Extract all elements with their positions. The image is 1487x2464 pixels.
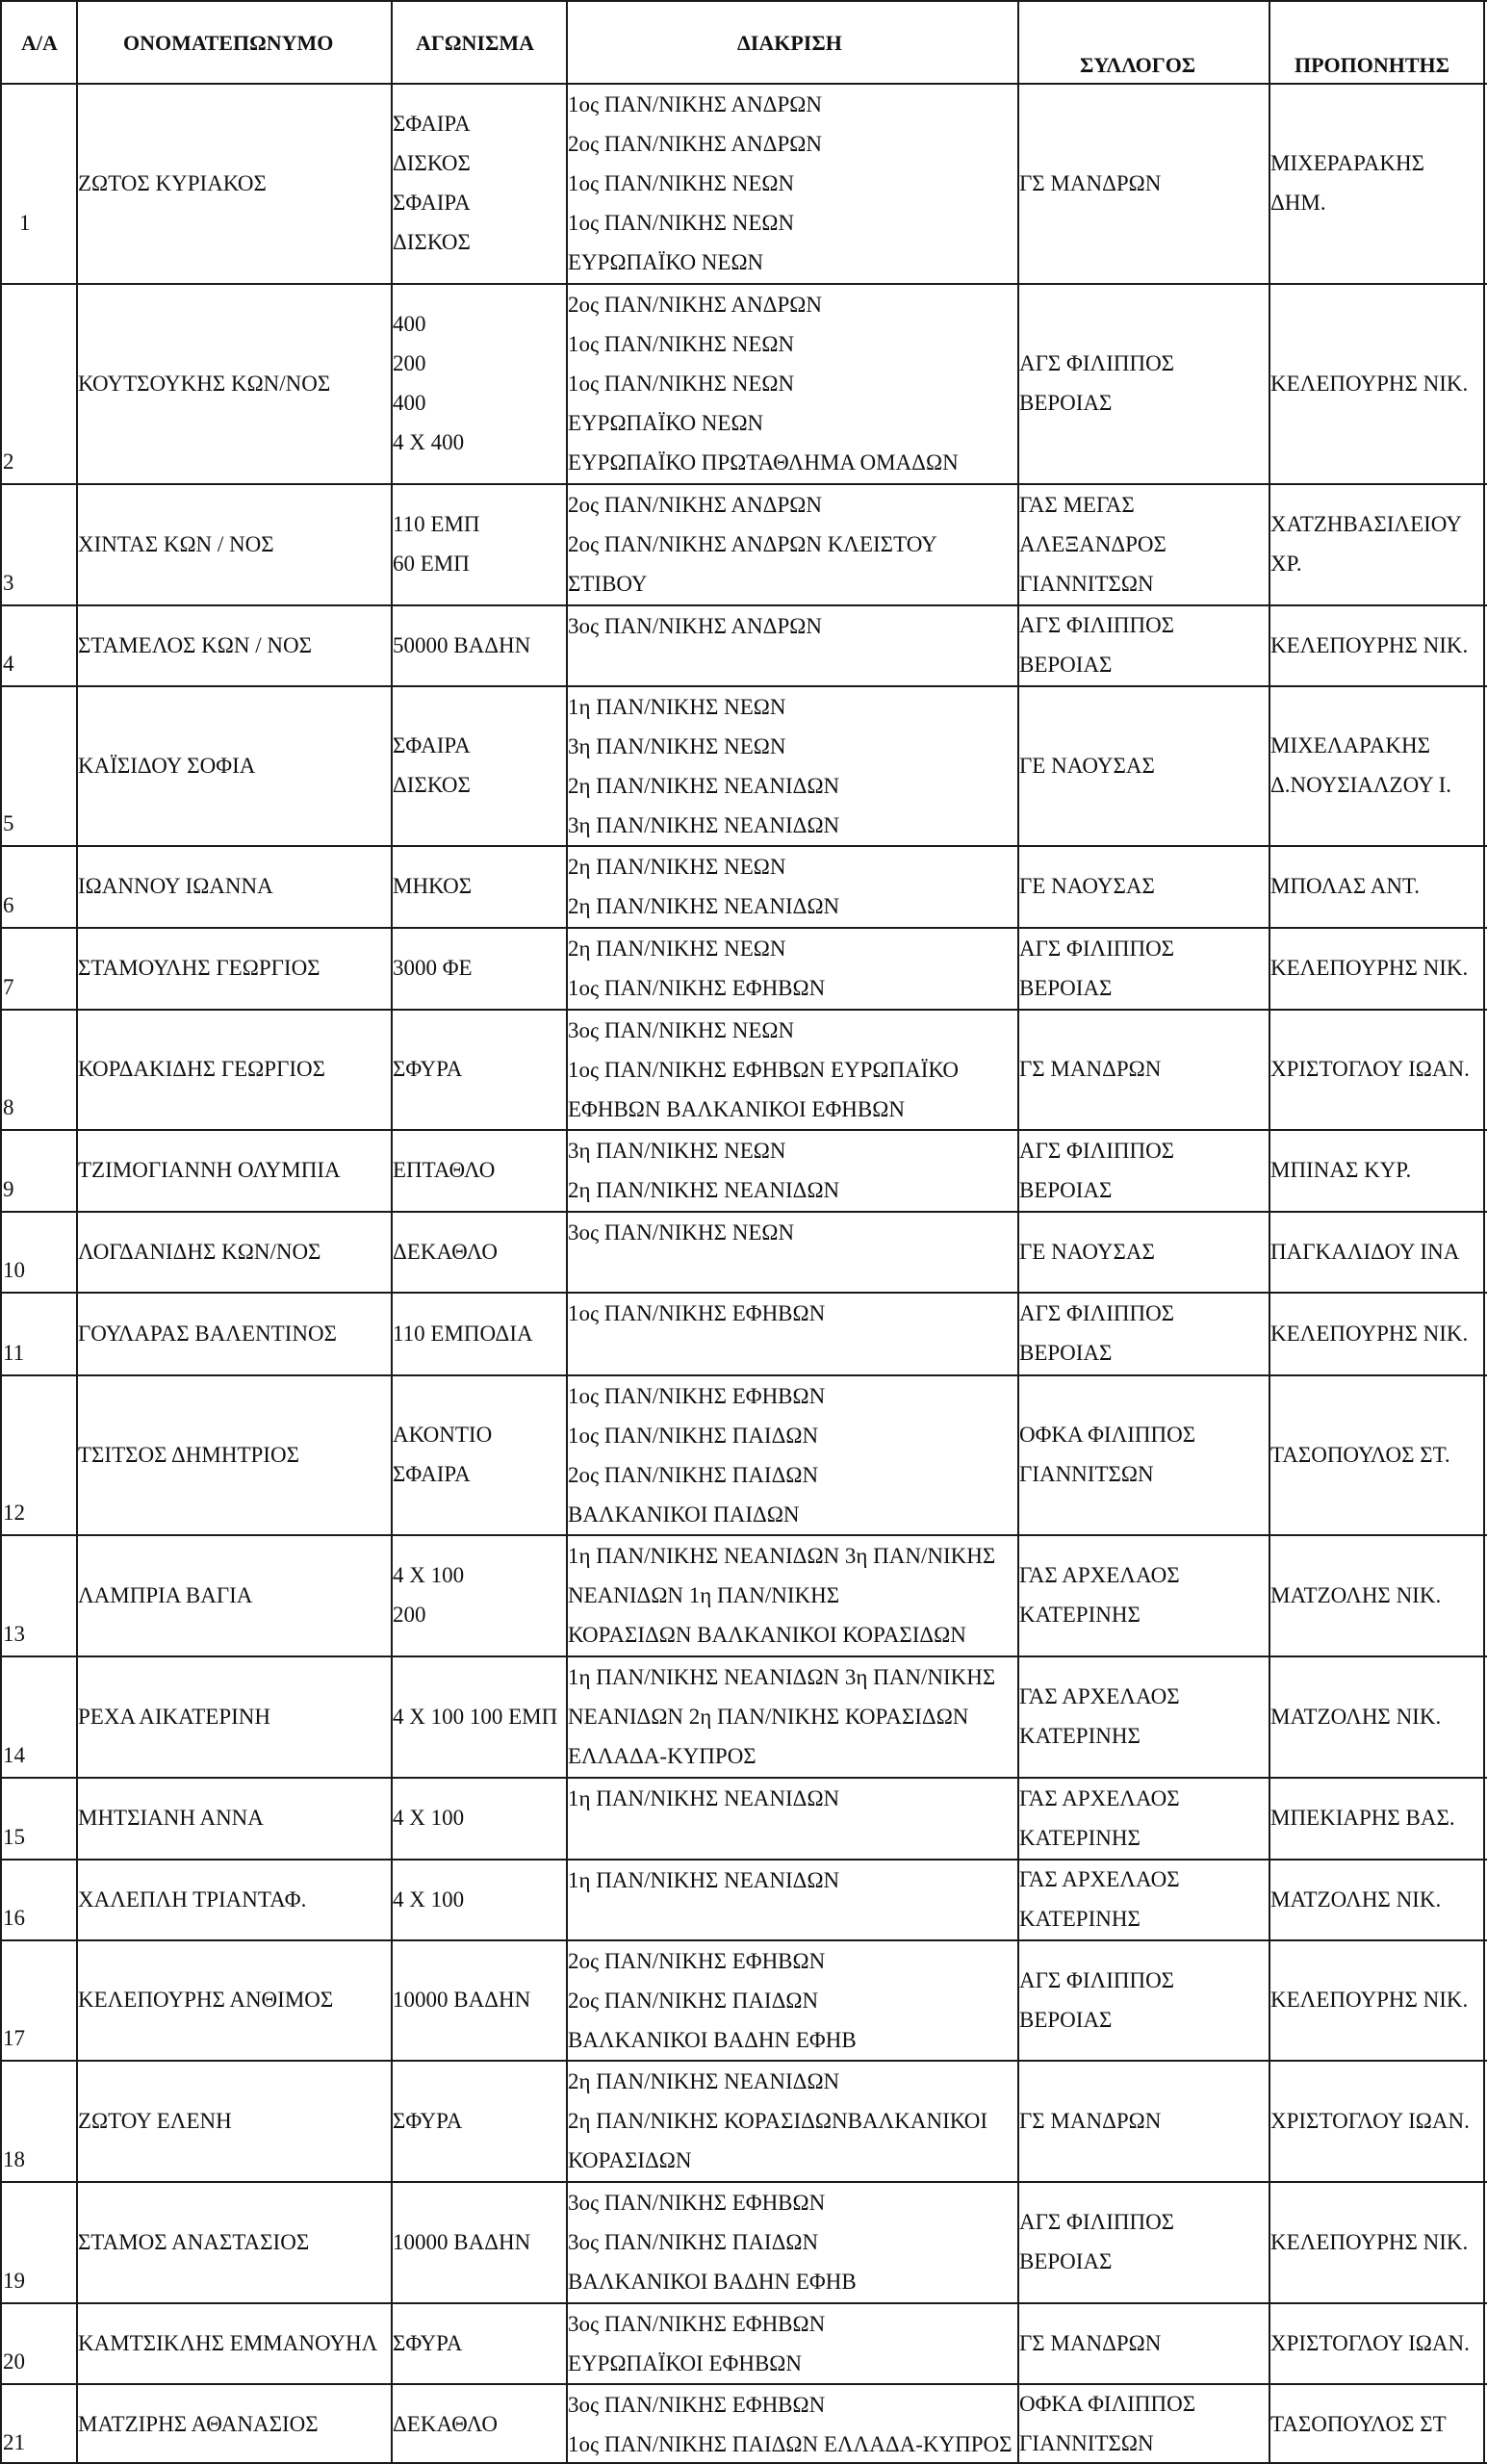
distinction-cell-line: ΕΥΡΩΠΑΪΚΟ ΠΡΩΤΑΘΛΗΜΑ ΟΜΑΔΩΝ bbox=[568, 450, 959, 475]
coach-cell bbox=[1270, 2323, 1470, 2363]
distinction-cell-line: 2ος ΠΑΝ/ΝΙΚΗΣ ΑΝΔΡΩΝ bbox=[568, 293, 822, 317]
club-cell-line: ΒΕΡΟΙΑΣ bbox=[1019, 2008, 1113, 2032]
distinction-cell-line: 2η ΠΑΝ/ΝΙΚΗΣ ΝΕΑΝΙΔΩΝ bbox=[568, 774, 840, 798]
coach-cell-line: ΜΙΧΕΛΑΡΑΚΗΣ bbox=[1270, 733, 1430, 757]
athlete-name: ΛΟΓΔΑΝΙΔΗΣ ΚΩΝ/ΝΟΣ bbox=[78, 1240, 321, 1264]
coach-cell-line: ΚΕΛΕΠΟΥΡΗΣ ΝΙΚ. bbox=[1270, 1988, 1469, 2012]
coach-cell bbox=[1270, 726, 1451, 805]
row-number: 9 bbox=[3, 1177, 14, 1201]
athlete-name: ΜΑΤΖΙΡΗΣ ΑΘΑΝΑΣΙΟΣ bbox=[78, 2412, 319, 2436]
club-cell bbox=[1019, 2101, 1161, 2141]
athlete-name: ΜΗΤΣΙΑΝΗ ΑΝΝΑ bbox=[78, 1806, 264, 1830]
event-cell bbox=[393, 104, 471, 262]
event-cell-line: 110 ΕΜΠΟΔΙΑ bbox=[393, 1322, 533, 1346]
distinction-cell-line: 1ος ΠΑΝ/ΝΙΚΗΣ ΕΦΗΒΩΝ bbox=[568, 976, 826, 1000]
event-cell bbox=[393, 1980, 530, 2019]
event-cell bbox=[393, 1314, 533, 1353]
coach-cell-line: ΔΗΜ. bbox=[1270, 191, 1326, 215]
athlete-name: ΚΑΪΣΙΔΟΥ ΣΟΦΙΑ bbox=[78, 754, 256, 778]
club-cell bbox=[1019, 1232, 1155, 1271]
athlete-name: ΤΣΙΤΣΟΣ ΔΗΜΗΤΡΙΟΣ bbox=[78, 1443, 299, 1467]
athlete-name: ΡΕΧΑ ΑΙΚΑΤΕΡΙΝΗ bbox=[78, 1705, 271, 1729]
distinction-cell bbox=[568, 285, 959, 482]
club-cell-line: ΓΑΣ ΜΕΓΑΣ bbox=[1019, 493, 1135, 517]
distinction-cell-line: 1ος ΠΑΝ/ΝΙΚΗΣ ΕΦΗΒΩΝ bbox=[568, 1384, 826, 1408]
event-cell bbox=[393, 1697, 557, 1736]
row-number: 3 bbox=[3, 571, 14, 595]
club-cell-line: ΓΙΑΝΝΙΤΣΩΝ bbox=[1019, 1462, 1154, 1486]
event-cell bbox=[393, 1798, 464, 1837]
athlete-name: ΛΑΜΠΡΙΑ ΒΑΓΙΑ bbox=[78, 1583, 253, 1607]
event-cell-line: ΔΕΚΑΘΛΟ bbox=[393, 1240, 498, 1264]
distinction-cell-line: ΚΟΡΑΣΙΔΩΝ ΒΑΛΚΑΝΙΚΟΙ ΚΟΡΑΣΙΔΩΝ bbox=[568, 1623, 966, 1647]
coach-cell bbox=[1270, 364, 1468, 403]
coach-cell bbox=[1270, 1880, 1441, 1919]
event-cell bbox=[393, 1049, 462, 1089]
athlete-name: ΖΩΤΟΣ ΚΥΡΙΑΚΟΣ bbox=[78, 171, 267, 195]
distinction-cell-line: 1ος ΠΑΝ/ΝΙΚΗΣ ΕΦΗΒΩΝ bbox=[568, 1301, 826, 1325]
distinction-cell-line: 3ος ΠΑΝ/ΝΙΚΗΣ ΕΦΗΒΩΝ bbox=[568, 2312, 826, 2336]
distinction-cell-line: 2η ΠΑΝ/ΝΙΚΗΣ ΝΕΩΝ bbox=[568, 937, 786, 961]
distinction-cell-line: 1η ΠΑΝ/ΝΙΚΗΣ ΝΕΩΝ bbox=[568, 695, 786, 719]
club-cell-line: ΓΑΣ ΑΡΧΕΛΑΟΣ bbox=[1019, 1867, 1180, 1891]
row-number: 18 bbox=[3, 2147, 25, 2171]
club-cell-line: ΑΓΣ ΦΙΛΙΠΠΟΣ bbox=[1019, 2210, 1175, 2234]
grid-row-line bbox=[0, 0, 1487, 2]
club-cell-line: ΑΓΣ ΦΙΛΙΠΠΟΣ bbox=[1019, 351, 1175, 375]
club-cell bbox=[1019, 929, 1174, 1008]
distinction-cell-line: 3η ΠΑΝ/ΝΙΚΗΣ ΝΕΩΝ bbox=[568, 1139, 786, 1163]
coach-cell bbox=[1270, 2101, 1470, 2141]
club-cell-line: ΚΑΤΕΡΙΝΗΣ bbox=[1019, 1826, 1141, 1850]
distinction-cell-line: 2η ΠΑΝ/ΝΙΚΗΣ ΚΟΡΑΣΙΔΩΝΒΑΛΚΑΝΙΚΟΙ bbox=[568, 2109, 988, 2133]
club-cell bbox=[1019, 2202, 1174, 2281]
coach-cell-line: ΚΕΛΕΠΟΥΡΗΣ ΝΙΚ. bbox=[1270, 2230, 1469, 2254]
distinction-cell bbox=[568, 85, 822, 282]
club-cell-line: ΓΑΣ ΑΡΧΕΛΑΟΣ bbox=[1019, 1684, 1180, 1708]
row-number: 10 bbox=[3, 1258, 25, 1282]
event-cell-line: 4 Χ 100 bbox=[393, 1563, 465, 1587]
club-cell bbox=[1019, 164, 1161, 203]
distinction-cell bbox=[568, 2304, 825, 2383]
club-cell-line: ΒΕΡΟΙΑΣ bbox=[1019, 1341, 1113, 1365]
coach-cell-line: ΧΡ. bbox=[1270, 552, 1302, 576]
event-cell-line: ΣΦΑΙΡΑ bbox=[393, 733, 471, 757]
event-cell-line: ΣΦΑΙΡΑ bbox=[393, 112, 471, 136]
coach-cell bbox=[1270, 143, 1424, 222]
event-cell bbox=[393, 726, 471, 805]
distinction-cell bbox=[568, 2385, 1013, 2464]
coach-cell-line: ΜΠΕΚΙΑΡΗΣ ΒΑΣ. bbox=[1270, 1806, 1455, 1830]
club-cell-line: ΒΕΡΟΙΑΣ bbox=[1019, 976, 1113, 1000]
coach-cell-line: ΜΑΤΖΟΛΗΣ ΝΙΚ. bbox=[1270, 1887, 1442, 1912]
distinction-cell-line: ΝΕΑΝΙΔΩΝ 1η ΠΑΝ/ΝΙΚΗΣ bbox=[568, 1583, 840, 1607]
distinction-cell-line: ΕΛΛΑΔΑ-ΚΥΠΡΟΣ bbox=[568, 1744, 756, 1768]
distinction-cell-line: ΣΤΙΒΟΥ bbox=[568, 572, 648, 596]
row-number: 11 bbox=[3, 1341, 25, 1365]
club-cell-line: ΒΕΡΟΙΑΣ bbox=[1019, 653, 1113, 677]
coach-cell bbox=[1270, 866, 1420, 906]
coach-cell-line: ΜΠΟΛΑΣ ΑΝΤ. bbox=[1270, 874, 1421, 898]
coach-cell bbox=[1270, 1150, 1411, 1190]
event-cell-line: 400 bbox=[393, 391, 426, 415]
event-cell-line: ΔΕΚΑΘΛΟ bbox=[393, 2412, 498, 2436]
row-number: 4 bbox=[3, 652, 14, 676]
event-cell bbox=[393, 626, 530, 665]
athlete-name: ΚΑΜΤΣΙΚΛΗΣ ΕΜΜΑΝΟΥΗΛ bbox=[78, 2331, 378, 2355]
event-cell-line: 10000 ΒΑΔΗΝ bbox=[393, 2230, 531, 2254]
club-cell-line: ΚΑΤΕΡΙΝΗΣ bbox=[1019, 1603, 1141, 1627]
distinction-cell bbox=[568, 1131, 839, 1210]
club-cell-line: ΓΙΑΝΝΙΤΣΩΝ bbox=[1019, 572, 1154, 596]
club-cell bbox=[1019, 2384, 1195, 2463]
grid-column-line bbox=[1483, 0, 1485, 2464]
club-cell bbox=[1019, 605, 1174, 684]
distinction-cell bbox=[568, 847, 839, 926]
coach-cell-line: ΧΡΙΣΤΟΓΛΟΥ ΙΩΑΝ. bbox=[1270, 1057, 1470, 1081]
distinction-cell bbox=[568, 1657, 995, 1776]
event-cell-line: ΣΦΥΡΑ bbox=[393, 2109, 463, 2133]
event-cell-line: ΕΠΤΑΘΛΟ bbox=[393, 1158, 496, 1182]
distinction-cell-line: 3ος ΠΑΝ/ΝΙΚΗΣ ΝΕΩΝ bbox=[568, 1018, 795, 1042]
distinction-cell-line: 1ος ΠΑΝ/ΝΙΚΗΣ ΝΕΩΝ bbox=[568, 211, 795, 235]
club-cell bbox=[1019, 1555, 1180, 1634]
row-number: 7 bbox=[3, 975, 14, 999]
row-number: 2 bbox=[3, 449, 14, 474]
distinction-cell-line: ΕΥΡΩΠΑΪΚΟΙ ΕΦΗΒΩΝ bbox=[568, 2351, 802, 2375]
row-number: 17 bbox=[3, 2026, 25, 2050]
coach-cell-line: ΧΡΙΣΤΟΓΛΟΥ ΙΩΑΝ. bbox=[1270, 2331, 1470, 2355]
athlete-name: ΣΤΑΜΟΥΛΗΣ ΓΕΩΡΓΙΟΣ bbox=[78, 956, 320, 980]
club-cell bbox=[1019, 1294, 1174, 1373]
club-cell bbox=[1019, 1860, 1180, 1938]
row-number: 21 bbox=[3, 2430, 25, 2454]
event-cell bbox=[393, 866, 472, 906]
club-cell-line: ΑΓΣ ΦΙΛΙΠΠΟΣ bbox=[1019, 937, 1175, 961]
grid-column-line bbox=[0, 0, 2, 2464]
event-cell-line: 4 Χ 400 bbox=[393, 430, 465, 454]
club-cell bbox=[1019, 1049, 1161, 1089]
distinction-cell bbox=[568, 2183, 857, 2301]
coach-cell-line: ΚΕΛΕΠΟΥΡΗΣ ΝΙΚ. bbox=[1270, 633, 1469, 657]
event-cell-line: ΔΙΣΚΟΣ bbox=[393, 151, 471, 175]
club-cell-line: ΓΕ ΝΑΟΥΣΑΣ bbox=[1019, 754, 1155, 778]
coach-cell-line: ΧΡΙΣΤΟΓΛΟΥ ΙΩΑΝ. bbox=[1270, 2109, 1470, 2133]
event-cell bbox=[393, 1232, 498, 1271]
distinction-cell-line: 1ος ΠΑΝ/ΝΙΚΗΣ ΕΦΗΒΩΝ ΕΥΡΩΠΑΪΚΟ bbox=[568, 1058, 960, 1082]
event-cell-line: 200 bbox=[393, 351, 426, 375]
club-cell-line: ΓΣ ΜΑΝΔΡΩΝ bbox=[1019, 2109, 1162, 2133]
coach-cell bbox=[1270, 2404, 1447, 2444]
club-cell-line: ΚΑΤΕΡΙΝΗΣ bbox=[1019, 1907, 1141, 1931]
club-cell bbox=[1019, 746, 1155, 785]
coach-cell-line: ΠΑΓΚΑΛΙΔΟΥ ΙΝΑ bbox=[1270, 1240, 1460, 1264]
coach-cell bbox=[1270, 1232, 1459, 1271]
coach-cell-line: ΚΕΛΕΠΟΥΡΗΣ ΝΙΚ. bbox=[1270, 1322, 1469, 1346]
club-cell-line: ΓΣ ΜΑΝΔΡΩΝ bbox=[1019, 171, 1162, 195]
distinction-cell bbox=[568, 929, 825, 1008]
athlete-name: ΤΖΙΜΟΓΙΑΝΝΗ ΟΛΥΜΠΙΑ bbox=[78, 1158, 341, 1182]
event-cell bbox=[393, 504, 480, 583]
row-number: 5 bbox=[3, 811, 14, 835]
event-cell-line: 400 bbox=[393, 312, 426, 336]
club-cell bbox=[1019, 1779, 1180, 1858]
header-event: ΑΓΩΝΙΣΜΑ bbox=[416, 31, 534, 55]
coach-cell-line: Δ.ΝΟΥΣΙΑΛΖΟΥ Ι. bbox=[1270, 773, 1451, 797]
club-cell bbox=[1019, 1677, 1180, 1756]
coach-cell bbox=[1270, 1697, 1441, 1736]
event-cell-line: ΑΚΟΝΤΙΟ bbox=[393, 1423, 493, 1447]
athlete-name: ΧΙΝΤΑΣ ΚΩΝ / ΝΟΣ bbox=[78, 532, 274, 556]
event-cell-line: ΜΗΚΟΣ bbox=[393, 874, 473, 898]
coach-cell bbox=[1270, 948, 1468, 988]
distinction-cell-line: 1ος ΠΑΝ/ΝΙΚΗΣ ΝΕΩΝ bbox=[568, 332, 795, 356]
distinction-cell bbox=[568, 606, 822, 646]
event-cell bbox=[393, 1880, 464, 1919]
event-cell-line: ΔΙΣΚΟΣ bbox=[393, 230, 471, 254]
distinction-cell bbox=[568, 2062, 987, 2180]
event-cell bbox=[393, 1555, 464, 1634]
distinction-cell-line: 2ος ΠΑΝ/ΝΙΚΗΣ ΑΝΔΡΩΝ bbox=[568, 132, 822, 156]
distinction-cell-line: 1η ΠΑΝ/ΝΙΚΗΣ ΝΕΑΝΙΔΩΝ 3η ΠΑΝ/ΝΙΚΗΣ bbox=[568, 1665, 996, 1689]
distinction-cell-line: ΒΑΛΚΑΝΙΚΟΙ ΒΑΔΗΝ ΕΦΗΒ bbox=[568, 2270, 857, 2294]
distinction-cell-line: 2η ΠΑΝ/ΝΙΚΗΣ ΝΕΩΝ bbox=[568, 855, 786, 879]
distinction-cell bbox=[568, 1861, 839, 1900]
event-cell-line: 3000 ΦΕ bbox=[393, 956, 473, 980]
distinction-cell-line: ΕΥΡΩΠΑΪΚΟ ΝΕΩΝ bbox=[568, 411, 764, 435]
distinction-cell bbox=[568, 687, 839, 845]
distinction-cell-line: 2ος ΠΑΝ/ΝΙΚΗΣ ΑΝΔΡΩΝ ΚΛΕΙΣΤΟΥ bbox=[568, 532, 937, 556]
athlete-name: ΓΟΥΛΑΡΑΣ ΒΑΛΕΝΤΙΝΟΣ bbox=[78, 1322, 337, 1346]
distinction-cell-line: 1ος ΠΑΝ/ΝΙΚΗΣ ΠΑΙΔΩΝ bbox=[568, 1424, 819, 1448]
distinction-cell-line: 3ος ΠΑΝ/ΝΙΚΗΣ ΠΑΙΔΩΝ bbox=[568, 2230, 819, 2254]
club-cell-line: ΑΛΕΞΑΝΔΡΟΣ bbox=[1019, 532, 1167, 556]
distinction-cell bbox=[568, 1213, 794, 1252]
distinction-cell-line: ΒΑΛΚΑΝΙΚΟΙ ΒΑΔΗΝ ΕΦΗΒ bbox=[568, 2028, 857, 2052]
athlete-name: ΣΤΑΜΕΛΟΣ ΚΩΝ / ΝΟΣ bbox=[78, 633, 312, 657]
distinction-cell-line: 2ος ΠΑΝ/ΝΙΚΗΣ ΕΦΗΒΩΝ bbox=[568, 1949, 826, 1973]
row-number: 8 bbox=[3, 1095, 14, 1119]
athlete-name: ΖΩΤΟΥ ΕΛΕΝΗ bbox=[78, 2109, 232, 2133]
club-cell-line: ΟΦΚΑ ΦΙΛΙΠΠΟΣ bbox=[1019, 1423, 1196, 1447]
club-cell-line: ΓΑΣ ΑΡΧΕΛΑΟΣ bbox=[1019, 1786, 1180, 1810]
club-cell bbox=[1019, 866, 1155, 906]
coach-cell-line: ΧΑΤΖΗΒΑΣΙΛΕΙΟΥ bbox=[1270, 512, 1462, 536]
row-number: 1 bbox=[19, 211, 31, 235]
row-number: 20 bbox=[3, 2349, 25, 2374]
row-number: 16 bbox=[3, 1906, 25, 1930]
header-distinction: ΔΙΑΚΡΙΣΗ bbox=[737, 31, 842, 55]
club-cell bbox=[1019, 344, 1174, 423]
header-coach: ΠΡΟΠΟΝΗΤΗΣ bbox=[1295, 53, 1450, 77]
coach-cell bbox=[1270, 504, 1462, 583]
distinction-cell-line: 1η ΠΑΝ/ΝΙΚΗΣ ΝΕΑΝΙΔΩΝ 3η ΠΑΝ/ΝΙΚΗΣ bbox=[568, 1544, 996, 1568]
event-cell bbox=[393, 1150, 495, 1190]
distinction-cell bbox=[568, 1941, 857, 2060]
row-number: 13 bbox=[3, 1622, 25, 1646]
distinction-cell-line: 3ος ΠΑΝ/ΝΙΚΗΣ ΕΦΗΒΩΝ bbox=[568, 2191, 826, 2215]
row-number: 14 bbox=[3, 1743, 25, 1767]
distinction-cell-line: 1η ΠΑΝ/ΝΙΚΗΣ ΝΕΑΝΙΔΩΝ bbox=[568, 1868, 840, 1892]
event-cell-line: ΣΦΑΙΡΑ bbox=[393, 1462, 471, 1486]
club-cell-line: ΟΦΚΑ ΦΙΛΙΠΠΟΣ bbox=[1019, 2392, 1196, 2416]
header-name: ΟΝΟΜΑΤΕΠΩΝΥΜΟ bbox=[123, 31, 334, 55]
event-cell bbox=[393, 304, 464, 462]
club-cell-line: ΓΕ ΝΑΟΥΣΑΣ bbox=[1019, 1240, 1155, 1264]
athlete-name: ΙΩΑΝΝΟΥ ΙΩΑΝΝΑ bbox=[78, 874, 273, 898]
athlete-name: ΚΟΥΤΣΟΥΚΗΣ ΚΩΝ/ΝΟΣ bbox=[78, 372, 331, 396]
club-cell bbox=[1019, 1961, 1174, 2040]
distinction-cell-line: 2ος ΠΑΝ/ΝΙΚΗΣ ΑΝΔΡΩΝ bbox=[568, 493, 822, 517]
club-cell-line: ΒΕΡΟΙΑΣ bbox=[1019, 1178, 1113, 1202]
event-cell-line: 60 ΕΜΠ bbox=[393, 552, 470, 576]
coach-cell-line: ΤΑΣΟΠΟΥΛΟΣ ΣΤ bbox=[1270, 2412, 1447, 2436]
event-cell-line: 10000 ΒΑΔΗΝ bbox=[393, 1988, 531, 2012]
coach-cell bbox=[1270, 1435, 1450, 1475]
club-cell-line: ΓΣ ΜΑΝΔΡΩΝ bbox=[1019, 1057, 1162, 1081]
coach-cell bbox=[1270, 1049, 1470, 1089]
club-cell-line: ΑΓΣ ΦΙΛΙΠΠΟΣ bbox=[1019, 1301, 1175, 1325]
club-cell-line: ΓΣ ΜΑΝΔΡΩΝ bbox=[1019, 2331, 1162, 2355]
distinction-cell-line: 3ος ΠΑΝ/ΝΙΚΗΣ ΑΝΔΡΩΝ bbox=[568, 614, 822, 638]
club-cell-line: ΓΙΑΝΝΙΤΣΩΝ bbox=[1019, 2431, 1154, 2455]
event-cell-line: 110 ΕΜΠ bbox=[393, 512, 480, 536]
coach-cell bbox=[1270, 1980, 1468, 2019]
coach-cell-line: ΜΠΙΝΑΣ ΚΥΡ. bbox=[1270, 1158, 1412, 1182]
event-cell-line: ΣΦΑΙΡΑ bbox=[393, 191, 471, 215]
event-cell bbox=[393, 2222, 530, 2262]
row-number: 19 bbox=[3, 2269, 25, 2293]
club-cell-line: ΑΓΣ ΦΙΛΙΠΠΟΣ bbox=[1019, 613, 1175, 637]
event-cell-line: ΣΦΥΡΑ bbox=[393, 2331, 463, 2355]
event-cell-line: 4 Χ 100 100 ΕΜΠ bbox=[393, 1705, 558, 1729]
club-cell-line: ΓΑΣ ΑΡΧΕΛΑΟΣ bbox=[1019, 1563, 1180, 1587]
distinction-cell bbox=[568, 1011, 959, 1129]
distinction-cell-line: 1η ΠΑΝ/ΝΙΚΗΣ ΝΕΑΝΙΔΩΝ bbox=[568, 1786, 840, 1810]
distinction-cell-line: 3η ΠΑΝ/ΝΙΚΗΣ ΝΕΑΝΙΔΩΝ bbox=[568, 813, 840, 837]
coach-cell-line: ΜΑΤΖΟΛΗΣ ΝΙΚ. bbox=[1270, 1583, 1442, 1607]
club-cell-line: ΑΓΣ ΦΙΛΙΠΠΟΣ bbox=[1019, 1139, 1175, 1163]
coach-cell bbox=[1270, 1314, 1468, 1353]
distinction-cell-line: 3ος ΠΑΝ/ΝΙΚΗΣ ΝΕΩΝ bbox=[568, 1220, 795, 1245]
coach-cell-line: ΜΙΧΕΡΑΡΑΚΗΣ bbox=[1270, 151, 1425, 175]
distinction-cell-line: 1ος ΠΑΝ/ΝΙΚΗΣ ΠΑΙΔΩΝ ΕΛΛΑΔΑ-ΚΥΠΡΟΣ bbox=[568, 2432, 1013, 2456]
athlete-name: ΧΑΛΕΠΛΗ ΤΡΙΑΝΤΑΦ. bbox=[78, 1887, 307, 1912]
event-cell-line: 50000 ΒΑΔΗΝ bbox=[393, 633, 531, 657]
distinction-cell-line: 2η ΠΑΝ/ΝΙΚΗΣ ΝΕΑΝΙΔΩΝ bbox=[568, 2069, 840, 2093]
club-cell bbox=[1019, 485, 1167, 603]
club-cell-line: ΒΕΡΟΙΑΣ bbox=[1019, 391, 1113, 415]
coach-cell-line: ΚΕΛΕΠΟΥΡΗΣ ΝΙΚ. bbox=[1270, 372, 1469, 396]
athlete-name: ΚΟΡΔΑΚΙΔΗΣ ΓΕΩΡΓΙΟΣ bbox=[78, 1057, 326, 1081]
event-cell-line: ΣΦΥΡΑ bbox=[393, 1057, 463, 1081]
row-number: 12 bbox=[3, 1501, 25, 1525]
distinction-cell-line: ΕΥΡΩΠΑΪΚΟ ΝΕΩΝ bbox=[568, 250, 764, 274]
header-aa: Α/Α bbox=[21, 31, 58, 55]
event-cell bbox=[393, 2404, 498, 2444]
distinction-cell-line: ΒΑΛΚΑΝΙΚΟΙ ΠΑΙΔΩΝ bbox=[568, 1502, 800, 1527]
club-cell bbox=[1019, 2323, 1161, 2363]
coach-cell bbox=[1270, 1798, 1455, 1837]
event-cell-line: 4 Χ 100 bbox=[393, 1887, 465, 1912]
distinction-cell-line: 2ος ΠΑΝ/ΝΙΚΗΣ ΠΑΙΔΩΝ bbox=[568, 1463, 819, 1487]
distinction-cell-line: 2η ΠΑΝ/ΝΙΚΗΣ ΝΕΑΝΙΔΩΝ bbox=[568, 1178, 840, 1202]
distinction-cell bbox=[568, 1376, 825, 1534]
event-cell bbox=[393, 2101, 462, 2141]
distinction-cell bbox=[568, 1294, 825, 1333]
event-cell-line: ΔΙΣΚΟΣ bbox=[393, 773, 471, 797]
club-cell-line: ΓΕ ΝΑΟΥΣΑΣ bbox=[1019, 874, 1155, 898]
distinction-cell bbox=[568, 1536, 995, 1655]
distinction-cell-line: 2η ΠΑΝ/ΝΙΚΗΣ ΝΕΑΝΙΔΩΝ bbox=[568, 894, 840, 918]
row-number: 15 bbox=[3, 1825, 25, 1849]
athlete-name: ΣΤΑΜΟΣ ΑΝΑΣΤΑΣΙΟΣ bbox=[78, 2230, 310, 2254]
distinction-cell-line: ΕΦΗΒΩΝ ΒΑΛΚΑΝΙΚΟΙ ΕΦΗΒΩΝ bbox=[568, 1097, 905, 1121]
coach-cell-line: ΤΑΣΟΠΟΥΛΟΣ ΣΤ. bbox=[1270, 1443, 1450, 1467]
club-cell bbox=[1019, 1415, 1195, 1494]
club-cell-line: ΚΑΤΕΡΙΝΗΣ bbox=[1019, 1724, 1141, 1748]
club-cell-line: ΒΕΡΟΙΑΣ bbox=[1019, 2249, 1113, 2273]
event-cell bbox=[393, 948, 473, 988]
event-cell bbox=[393, 2323, 462, 2363]
athlete-name: ΚΕΛΕΠΟΥΡΗΣ ΑΝΘΙΜΟΣ bbox=[78, 1988, 334, 2012]
distinction-cell-line: 1ος ΠΑΝ/ΝΙΚΗΣ ΝΕΩΝ bbox=[568, 171, 795, 195]
distinction-cell bbox=[568, 1779, 839, 1818]
club-cell-line: ΑΓΣ ΦΙΛΙΠΠΟΣ bbox=[1019, 1968, 1175, 1992]
coach-cell-line: ΜΑΤΖΟΛΗΣ ΝΙΚ. bbox=[1270, 1705, 1442, 1729]
event-cell-line: 4 Χ 100 bbox=[393, 1806, 465, 1830]
club-cell bbox=[1019, 1131, 1174, 1210]
header-club: ΣΥΛΛΟΓΟΣ bbox=[1080, 53, 1196, 77]
event-cell bbox=[393, 1415, 492, 1494]
row-number: 6 bbox=[3, 893, 14, 917]
distinction-cell-line: 1ος ΠΑΝ/ΝΙΚΗΣ ΝΕΩΝ bbox=[568, 372, 795, 396]
distinction-cell-line: 2ος ΠΑΝ/ΝΙΚΗΣ ΠΑΙΔΩΝ bbox=[568, 1989, 819, 2013]
distinction-cell-line: 3ος ΠΑΝ/ΝΙΚΗΣ ΕΦΗΒΩΝ bbox=[568, 2393, 826, 2417]
distinction-cell-line: 1ος ΠΑΝ/ΝΙΚΗΣ ΑΝΔΡΩΝ bbox=[568, 92, 822, 116]
event-cell-line: 200 bbox=[393, 1603, 426, 1627]
coach-cell bbox=[1270, 1576, 1441, 1615]
distinction-cell-line: ΝΕΑΝΙΔΩΝ 2η ΠΑΝ/ΝΙΚΗΣ ΚΟΡΑΣΙΔΩΝ bbox=[568, 1705, 969, 1729]
distinction-cell-line: 3η ΠΑΝ/ΝΙΚΗΣ ΝΕΩΝ bbox=[568, 734, 786, 758]
coach-cell-line: ΚΕΛΕΠΟΥΡΗΣ ΝΙΚ. bbox=[1270, 956, 1469, 980]
distinction-cell bbox=[568, 485, 937, 603]
distinction-cell-line: ΚΟΡΑΣΙΔΩΝ bbox=[568, 2148, 692, 2172]
coach-cell bbox=[1270, 626, 1468, 665]
coach-cell bbox=[1270, 2222, 1468, 2262]
